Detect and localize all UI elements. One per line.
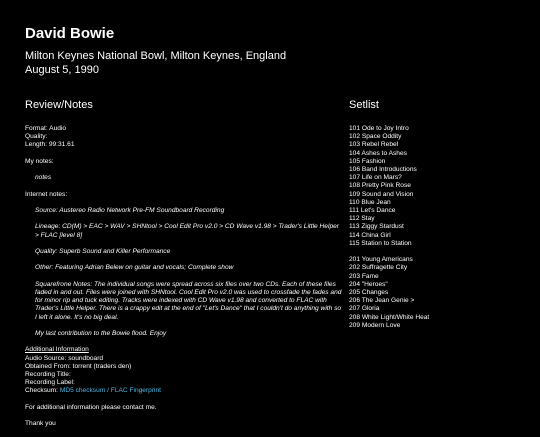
format-block xyxy=(25,125,343,150)
checksum-separator: / xyxy=(107,387,109,395)
setlist-item: 110 Blue Jean xyxy=(349,198,391,206)
page-title: David Bowie xyxy=(25,25,115,42)
last-note: My last contribution to the Bowie flood. Enjoy xyxy=(35,329,167,337)
setlist-item: 203 Fame xyxy=(349,272,379,280)
setlist-item: 209 Modern Love xyxy=(349,321,401,329)
additional-info xyxy=(25,346,343,395)
review-column xyxy=(25,98,343,437)
flac-fingerprint-link[interactable]: FLAC Fingerprint xyxy=(110,387,162,395)
setlist-heading: Setlist xyxy=(349,99,379,111)
checksum-label: Checksum: xyxy=(25,387,58,395)
setlist-disc2 xyxy=(349,256,529,330)
setlist-item: 104 Ashes to Ashes xyxy=(349,149,407,157)
setlist-column xyxy=(349,98,529,330)
setlist-gap xyxy=(349,248,529,256)
venue: Milton Keynes National Bowl, Milton Keynes, England xyxy=(25,50,287,62)
setlist-item: 113 Ziggy Stardust xyxy=(349,223,404,231)
audio-source: Audio Source: soundboard xyxy=(25,354,104,362)
show-date: August 5, 1990 xyxy=(25,64,100,76)
setlist-item: 101 Ode to Joy Intro xyxy=(349,125,409,132)
additional-heading: Additional Information xyxy=(25,346,89,354)
setlist-item: 204 "Heroes" xyxy=(349,280,388,288)
setlist-item: 103 Rebel Rebel xyxy=(349,141,399,149)
setlist-item: 202 Suffragette City xyxy=(349,264,408,272)
other-note: Other: Featuring Adrian Belew on guitar and vocals; Complete show xyxy=(35,264,234,272)
setlist-item: 108 Pretty Pink Rose xyxy=(349,182,411,190)
review-heading: Review/Notes xyxy=(25,99,93,111)
quality-line: Quality: xyxy=(25,133,48,141)
obtained-from: Obtained From: torrent (traders den) xyxy=(25,362,132,370)
setlist-disc1 xyxy=(349,125,529,248)
setlist-item: 201 Young Americans xyxy=(349,256,413,264)
source-note: Source: Austereo Radio Network Pre-FM Soundboard Recording xyxy=(35,206,225,214)
setlist-item: 111 Let's Dance xyxy=(349,207,396,215)
recording-title: Recording Title: xyxy=(25,370,71,378)
setlist-item: 105 Fashion xyxy=(349,157,386,165)
my-notes-label: My notes: xyxy=(25,157,54,165)
thank-you: Thank you xyxy=(25,420,56,428)
lineage-note: Lineage: CD(M) > EAC > WAV > SHNtool > Cool Edit Pro v2.0 > CD Wave v1.98 > Trader's Little Helper > FLAC [level 8] xyxy=(35,223,339,239)
setlist-item: 208 White Light/White Heat xyxy=(349,313,430,321)
page-header xyxy=(25,25,286,77)
internet-notes-label: Internet notes: xyxy=(25,190,68,198)
length-line: Length: 99:31.61 xyxy=(25,141,75,149)
md5-checksum-link[interactable]: MD5 checksum xyxy=(59,387,106,395)
squarefrone-note: Squarefrone Notes: The individual songs were spread across six files over two CDs. Each of these files faded in and out. Files were joined with SHNtool. Cool Edit Pro v2.0 was used to crossfade the fades and for minor rip and tuck editing. Tracks were indexed with CD Wave v1.98 and converted to FLAC with Trader's Little Helper. There is a crappy edit at the end of "Let's Dance" that I couldn't do anything with so I left it alone. It's no big deal. xyxy=(35,280,342,321)
setlist-item: 112 Stay xyxy=(349,215,375,223)
recording-label: Recording Label: xyxy=(25,379,75,387)
checksum-line xyxy=(25,387,343,395)
setlist-item: 109 Sound and Vision xyxy=(349,190,414,198)
setlist-item: 205 Changes xyxy=(349,289,389,297)
my-notes: notes xyxy=(35,174,52,182)
format-line: Format: Audio xyxy=(25,125,67,132)
setlist-item: 114 China Girl xyxy=(349,231,391,239)
setlist-item: 206 The Jean Genie > xyxy=(349,297,415,305)
setlist-item: 102 Space Oddity xyxy=(349,133,402,141)
quality-note: Quality: Superb Sound and Killer Performance xyxy=(35,247,171,255)
contact-line: For additional information please contact me. xyxy=(25,403,157,411)
setlist-item: 115 Station to Station xyxy=(349,239,412,247)
setlist-item: 107 Life on Mars? xyxy=(349,174,402,182)
setlist-item: 106 Band Introductions xyxy=(349,166,417,174)
setlist-item: 207 Gloria xyxy=(349,305,380,313)
